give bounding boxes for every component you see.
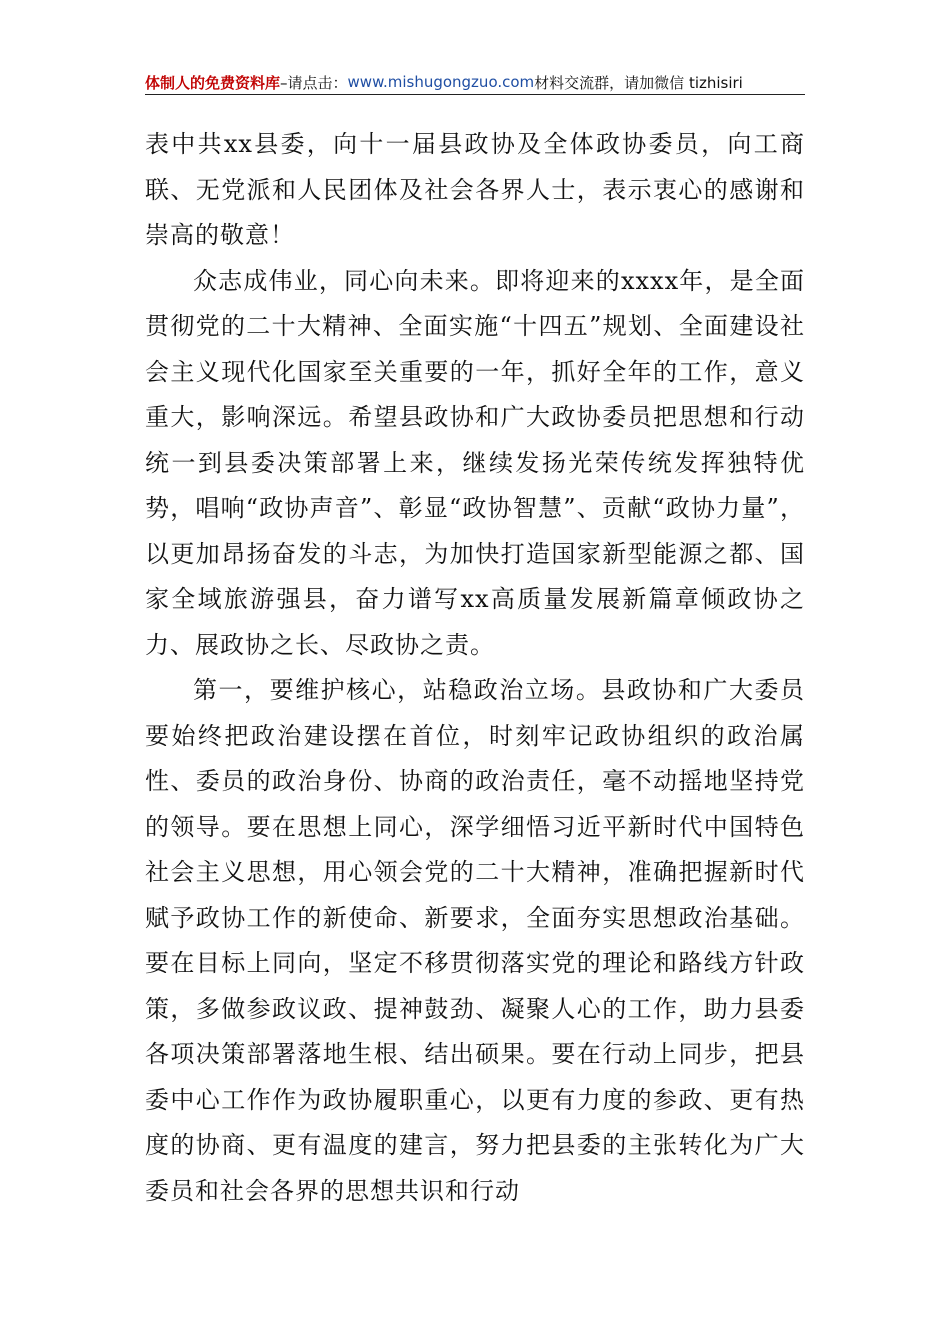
header-url-link[interactable]: www.mishugongzuo.com [347,73,535,91]
paragraph-3: 第一，要维护核心，站稳政治立场。县政协和广大委员要始终把政治建设摆在首位，时刻牢记政协组织的政治属性、委员的政治身份、协商的政治责任，毫不动摇地坚持党的领导。要在思想上同心，深学细悟习近平新时代中国特色社会主义思想，用心领会党的二十大精神，准确把握新时代赋予政协工作的新使命、新要求，全面夯实思想政治基础。要在目标上同向，坚定不移贯彻落实党的理论和路线方针政策，多做参政议政、提神鼓劲、凝聚人心的工作，助力县委各项决策部署落地生根、结出硕果。要在行动上同步，把县委中心工作作为政协履职重心，以更有力度的参政、更有热度的协商、更有温度的建言，努力把县委的主张转化为广大委员和社会各界的思想共识和行动 [145,676,805,1205]
paragraph-2: 众志成伟业，同心向未来。即将迎来的xxxx年，是全面贯彻党的二十大精神、全面实施“十四五”规划、全面建设社会主义现代化国家至关重要的一年，抓好全年的工作，意义重大，影响深远。希望县政协和广大政协委员把思想和行动统一到县委决策部署上来，继续发扬光荣传统发挥独特优势，唱响“政协声音”、彰显“政协智慧”、贡献“政协力量”，以更加昂扬奋发的斗志，为加快打造国家新型能源之都、国家全域旅游强县，奋力谱写xx高质量发展新篇章倾政协之力、展政协之长、尽政协之责。 [145,266,805,659]
header-prompt: –请点击： [280,73,348,92]
header-site-name: 体制人的免费资料库 [145,73,281,92]
header-contact: 材料交流群，请加微信 tizhisiri [534,73,743,92]
page-header [145,70,805,95]
paragraph-1: 表中共xx县委，向十一届县政协及全体政协委员，向工商联、无党派和人民团体及社会各界人士，表示衷心的感谢和崇高的敬意！ [145,130,805,249]
document-body [145,122,805,1214]
